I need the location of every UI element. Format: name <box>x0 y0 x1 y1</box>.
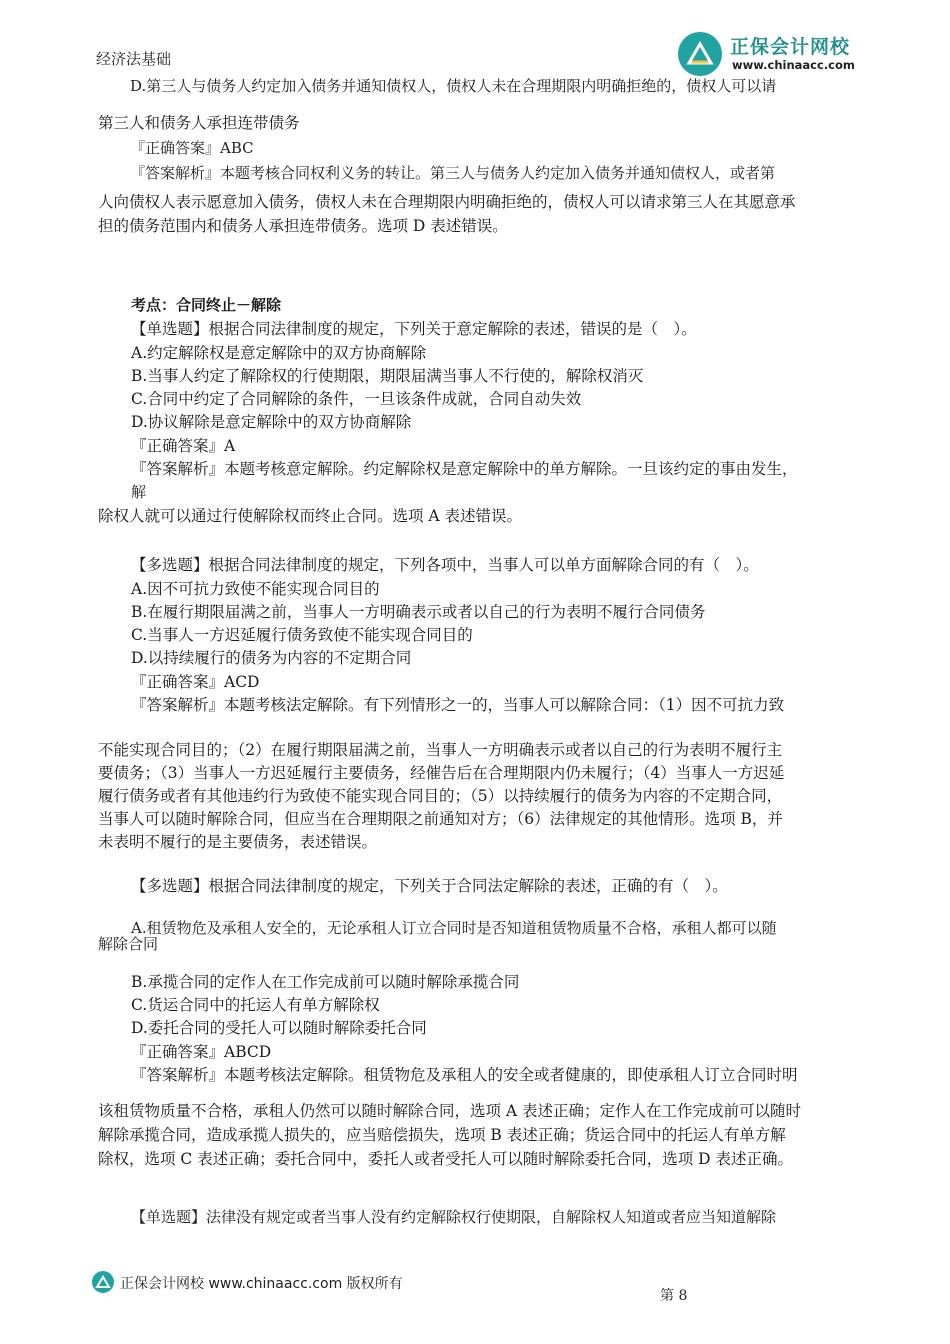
text-line: 履行债务或者有其他违约行为致使不能实现合同目的；（5）以持续履行的债务为内容的不定期合同， <box>98 787 783 805</box>
clipped-question <box>131 1207 853 1226</box>
question-text: 【单选题】根据合同法律制度的规定，下列关于意定解除的表述，错误的是（ ）。 <box>131 320 697 338</box>
option-d: D.委托合同的受托人可以随时解除委托合同 <box>131 1019 427 1037</box>
text-line: 担的债务范围内和债务人承担连带债务。选项 D 表述错误。 <box>98 217 508 235</box>
header-clipped-span: 经济法基础 <box>96 50 172 68</box>
page-number <box>660 1287 700 1304</box>
footer-copyright: 正保会计网校 www.chinaacc.com 版权所有 <box>120 1276 403 1292</box>
text-line: 人向债权人表示愿意加入债务，债权人未在合理期限内明确拒绝的，债权人可以请求第三人在其愿意承 <box>98 193 796 211</box>
clipped-option-d-text: D.第三人与债务人约定加入债务并通知债权人，债权人未在合理期限内明确拒绝的，债权人可以请 <box>130 77 777 95</box>
page-footer <box>92 1271 492 1295</box>
option-b: B.在履行期限届满之前，当事人一方明确表示或者以自己的行为表明不履行合同债务 <box>131 603 706 621</box>
option-a: A.因不可抗力致使不能实现合同目的 <box>131 580 380 598</box>
clipped-option-a <box>131 918 853 937</box>
clipped-option-d <box>130 77 852 96</box>
clipped-option-a-continued <box>98 935 178 953</box>
clipped-analysis-text: 『答案解析』本题考核合同权利义务的转让。第三人与债务人约定加入债务并通知债权人，或者第 <box>130 164 776 182</box>
option-c: C.合同中约定了合同解除的条件，一旦该条件成就，合同自动失效 <box>131 390 582 408</box>
chinaacc-logo <box>678 30 878 74</box>
text-line: 第三人和债务人承担连带债务 <box>98 114 300 132</box>
option-b: B.当事人约定了解除权的行使期限，期限届满当事人不行使的，解除权消灭 <box>131 367 644 385</box>
answer-analysis: 『答案解析』本题考核法定解除。有下列情形之一的，当事人可以解除合同：（1）因不可抗力致 <box>131 696 785 714</box>
header-clipped-text <box>96 50 256 68</box>
option-c: C.货运合同中的托运人有单方解除权 <box>131 996 380 1014</box>
logo-emblem-icon <box>678 32 722 76</box>
logo-url: www.chinaacc.com <box>732 58 855 72</box>
section-heading: 考点：合同终止－解除 <box>131 296 282 314</box>
clipped-question-text: 【单选题】法律没有规定或者当事人没有约定解除权行使期限，自解除权人知道或者应当知道解除 <box>131 1208 777 1226</box>
option-b: B.承揽合同的定作人在工作完成前可以随时解除承揽合同 <box>131 973 520 991</box>
clipped-answer <box>130 138 330 157</box>
clipped-char-text: 解 <box>131 483 147 501</box>
correct-answer: 『正确答案』ABCD <box>131 1043 272 1061</box>
question-text: 【多选题】根据合同法律制度的规定，下列各项中，当事人可以单方面解除合同的有（ ）。 <box>131 556 759 574</box>
text-line: 要债务；（3）当事人一方迟延履行主要债务，经催告后在合理期限内仍未履行；（4）当事人一方迟延 <box>98 764 785 782</box>
text-line: 除权人就可以通过行使解除权而终止合同。选项 A 表述错误。 <box>98 507 523 525</box>
correct-answer: 『正确答案』ACD <box>131 673 260 691</box>
text-line: 除权，选项 C 表述正确；委托合同中，委托人或者受托人可以随时解除委托合同，选项 D 表述正确。 <box>98 1150 793 1168</box>
answer-analysis: 『答案解析』本题考核法定解除。租赁物危及承租人的安全或者健康的，即使承租人订立合同时明 <box>131 1066 798 1084</box>
clipped-option-a2-text: 解除合同 <box>98 935 159 953</box>
clipped-option-a-text: A.租赁物危及承租人安全的，无论承租人订立合同时是否知道租赁物质量不合格，承租人都可以随 <box>131 919 777 937</box>
clipped-answer-text: 『正确答案』ABC <box>130 139 254 157</box>
question-text: 【多选题】根据合同法律制度的规定，下列关于合同法定解除的表述，正确的有（ ）。 <box>131 877 728 895</box>
option-a: A.约定解除权是意定解除中的双方协商解除 <box>131 344 427 362</box>
option-c: C.当事人一方迟延履行债务致使不能实现合同目的 <box>131 626 473 644</box>
footer-logo-icon <box>92 1271 114 1293</box>
correct-answer: 『正确答案』A <box>131 437 236 455</box>
text-line: 不能实现合同目的；（2）在履行期限届满之前，当事人一方明确表示或者以自己的行为表明不履行主 <box>98 741 783 759</box>
clipped-char <box>131 482 151 501</box>
option-d: D.协议解除是意定解除中的双方协商解除 <box>131 413 412 431</box>
text-line: 该租赁物质量不合格，承租人仍然可以随时解除合同，选项 A 表述正确；定作人在工作完成前可以随时 <box>98 1102 802 1120</box>
clipped-analysis <box>130 163 852 182</box>
option-d: D.以持续履行的债务为内容的不定期合同 <box>131 649 412 667</box>
answer-analysis: 『答案解析』本题考核意定解除。约定解除权是意定解除中的单方解除。一旦该约定的事由发生， <box>131 460 798 478</box>
text-line: 解除承揽合同，造成承揽人损失的，应当赔偿损失，选项 B 表述正确；货运合同中的托运人有单方解 <box>98 1126 786 1144</box>
text-line: 未表明不履行的是主要债务，表述错误。 <box>98 833 378 851</box>
logo-name: 正保会计网校 <box>730 36 851 58</box>
text-line: 当事人可以随时解除合同，但应当在合理期限之前通知对方；（6）法律规定的其他情形。选项 B，并 <box>98 810 783 828</box>
page-number-text: 第 8 <box>660 1288 688 1304</box>
